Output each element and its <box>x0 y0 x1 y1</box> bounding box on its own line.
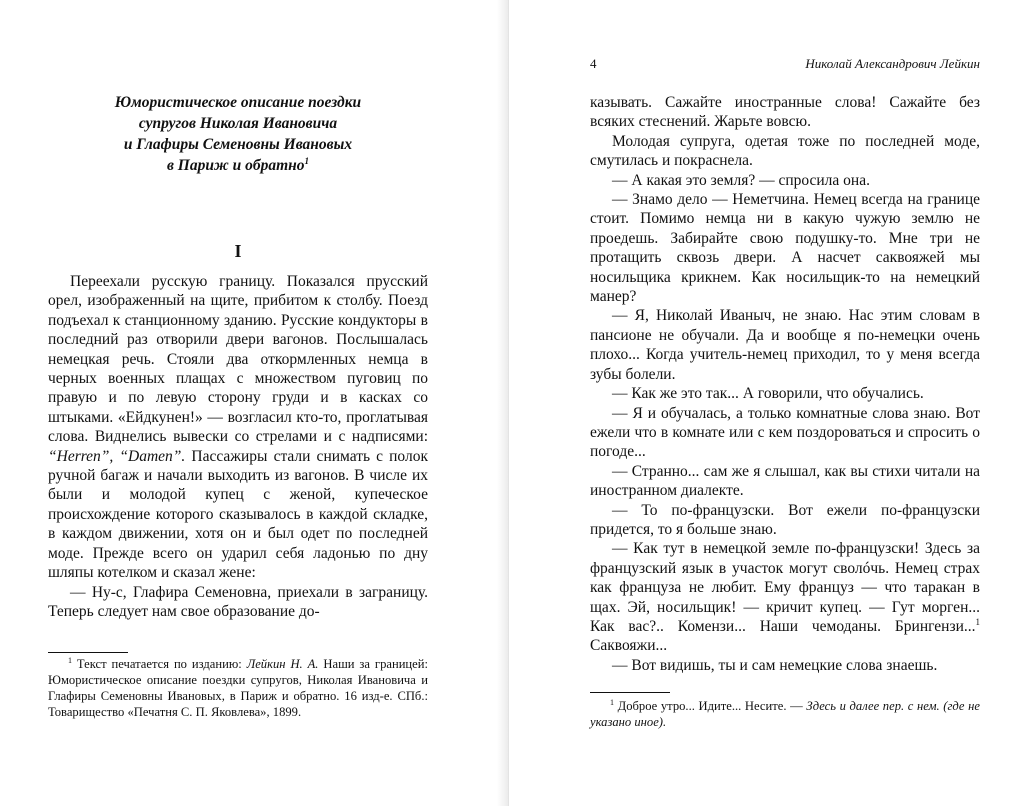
title-line: Юмористическое описание поездки <box>114 94 362 111</box>
paragraph: казывать. Сажайте иностранные слова! Сажайте без всяких стеснений. Жарьте вовсю. <box>590 94 980 131</box>
paragraph <box>590 539 980 655</box>
left-body-text <box>48 272 428 621</box>
paragraph-text: — Как тут в немецкой земле по-французски! Здесь за французский язык в участок могут сволóчь. Немец страх как француза не любит. Ему француз — что таракан в щах. Эй, носильщик! — кричит купец. — Гут морген... Как вас?.. Комензи... Наши чемоданы. Брингензи... <box>590 540 980 635</box>
paragraph: — А какая это земля? — спросила она. <box>612 171 870 189</box>
left-text-column <box>48 92 429 719</box>
footnote-text: Наши за границей: Юмористическое описание поездки супругов, Николая Ивановича и Глафиры Семеновны Ивановых, в Париж и обратно. 16 изд-е. СПб.: Товарищество «Печатня С. П. Яковлева», 1899. <box>48 657 429 719</box>
title-line-text: в Париж и обратно <box>166 157 305 174</box>
paragraph: Молодая супруга, одетая тоже по последней моде, смутилась и покраснела. <box>590 132 980 170</box>
right-page <box>509 0 1021 806</box>
footnote <box>590 698 980 730</box>
paragraph <box>48 272 428 583</box>
title-line: супругов Николая Ивановича <box>138 115 338 132</box>
emphasized-text: “Herren”, “Damen”. <box>48 447 186 465</box>
footnote-text: Текст печатается по изданию: <box>76 657 247 671</box>
running-title: Николай Александрович Лейкин <box>805 56 980 71</box>
paragraph-text: Пассажиры стали снимать с полок ручной багаж и начали выходить из вагонов. В числе их были и молодой купец с женой, купеческое происхождение которого сказывалось в каждой складке, в каждом движении, хотя он и был одет по последней моде. Прежде всего он ударил себя ладонью по дну шляпы котелком и сказал жене: <box>48 447 428 582</box>
paragraph: — Странно... сам же я слышал, как вы стихи читали на иностранном диалекте. <box>590 462 980 500</box>
paragraph: — Как же это так... А говорили, что обучались. <box>612 385 924 403</box>
paragraph-text: Переехали русскую границу. Показался прусский орел, изображенный на щите, прибитом к столбу. Поезд подъехал к станционному зданию. Русские кондукторы в последний раз отворили двери вагонов. Послышалась немецкая речь. Стояли два откормленных немца в черных военных плащах с множеством пуговиц по правую и по левую сторону груди и в касках со штыками. «Ейдкунен!» — возгласил кто-то, проглатывая слова. Виднелись вывески со стрелами и с надписями: <box>48 273 428 446</box>
footnote-marker: 1 <box>610 697 614 707</box>
paragraph: — Знамо дело — Неметчина. Немец всегда на границе стоит. Помимо немца ни в какую чужую землю не проедешь. Забирайте свою подушку-то. Мне три не протащить сквозь двери. А насчет саквояжей мы носильщика крикнем. Как носильщик-то на немецкий манер? <box>590 191 980 306</box>
footnote-author: Лейкин Н. А. <box>246 657 319 671</box>
title-line: и Глафиры Семеновны Ивановых <box>123 136 353 153</box>
paragraph-text: Саквояжи... <box>590 637 668 655</box>
footnote-note: Здесь и далее пер. с нем. (где не указано иное). <box>590 699 980 729</box>
footnote-divider <box>48 652 128 653</box>
title-line <box>48 155 428 176</box>
left-page <box>0 0 509 806</box>
footnote-text: Доброе утро... Идите... Несите. — <box>617 699 807 713</box>
footnote-marker[interactable]: 1 <box>975 616 980 627</box>
paragraph: — Вот видишь, ты и сам немецкие слова знаешь. <box>612 656 938 674</box>
running-header <box>590 56 980 76</box>
paragraph: — Я и обучалась, а только комнатные слова знаю. Вот ежели что в комнате или с кем поздороваться и спросить о погоде... <box>590 404 980 461</box>
paragraph: — Я, Николай Иваныч, не знаю. Нас этим словам в пансионе не обучали. Да и вообще я по-немецки очень плохо... Когда учитель-немец приходил, то у меня всегда зубы болели. <box>590 307 980 383</box>
footnote <box>48 656 428 720</box>
paragraph: — Ну-с, Глафира Семеновна, приехали в заграницу. Теперь следует нам свое образование до- <box>48 583 428 620</box>
page-number: 4 <box>590 56 597 71</box>
title-footnote-marker[interactable]: 1 <box>304 155 309 166</box>
footnote-divider <box>590 692 670 693</box>
work-title <box>48 92 428 176</box>
paragraph: — То по-французски. Вот ежели по-французски придется, то я больше знаю. <box>590 501 980 538</box>
footnote-marker: 1 <box>68 655 72 665</box>
right-body-text <box>590 93 980 675</box>
chapter-number: I <box>234 241 242 261</box>
